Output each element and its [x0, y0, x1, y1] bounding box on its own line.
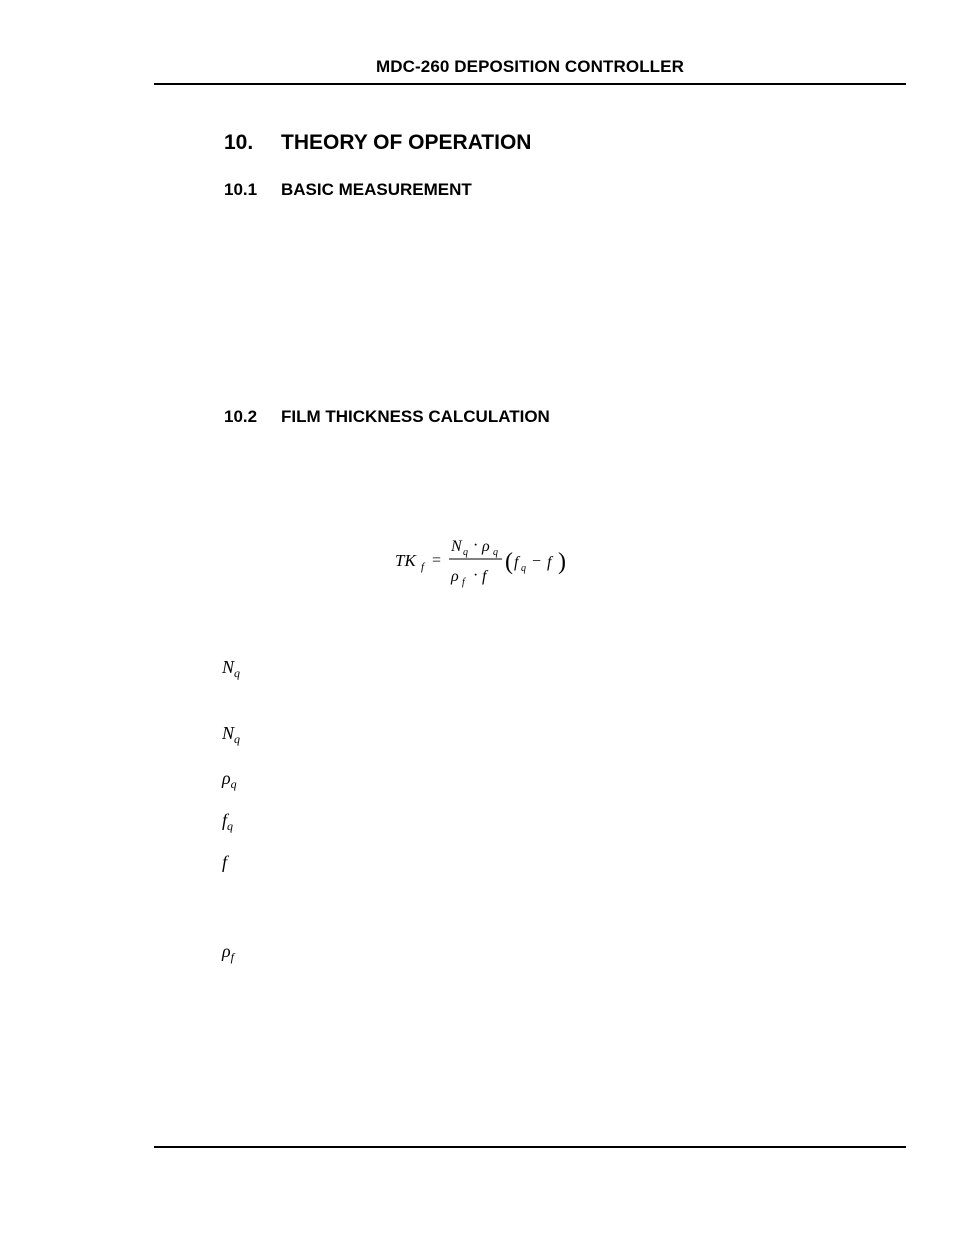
symbol-sub: q [234, 666, 241, 680]
section-number: 10.1 [224, 180, 258, 199]
symbol-sub: q [227, 819, 234, 833]
section-title: BASIC MEASUREMENT [281, 180, 472, 199]
thickness-equation [395, 535, 575, 595]
symbol-base: ρ [222, 941, 231, 961]
eq-num-a-sub: q [463, 547, 468, 558]
chapter-title: THEORY OF OPERATION [281, 131, 532, 154]
symbol-base: N [222, 657, 235, 677]
eq-paren-f-sub: q [521, 563, 526, 574]
eq-lhs-base: TK [395, 551, 416, 570]
eq-paren-open: ( [505, 549, 513, 575]
symbol-rho-f [222, 941, 234, 964]
eq-lhs-sub: f [421, 561, 425, 573]
eq-den-dot: · [473, 567, 479, 584]
symbol-n-q [222, 723, 241, 746]
symbol-sub: f [230, 950, 234, 964]
symbol-sub: q [230, 777, 237, 791]
symbol-rho-q [222, 768, 237, 791]
eq-num-b-sub: q [493, 547, 498, 558]
chapter-heading [224, 131, 531, 155]
eq-den-a: ρ [451, 568, 459, 585]
header-rule [154, 83, 906, 85]
symbol-base: ρ [222, 768, 231, 788]
eq-equals: = [432, 552, 442, 569]
section-heading-film-thickness [224, 407, 550, 427]
eq-num-a: N [451, 538, 462, 555]
symbol-f-q [222, 810, 234, 833]
section-number: 10.2 [224, 407, 258, 426]
symbol-n-q [222, 657, 241, 680]
eq-paren-close: ) [558, 549, 566, 575]
eq-den-a-sub: f [462, 577, 465, 588]
chapter-number: 10. [224, 131, 254, 154]
eq-paren-f: f [514, 554, 519, 571]
eq-paren-g: f [547, 554, 552, 571]
eq-minus: − [532, 553, 542, 570]
eq-num-b: ρ [482, 538, 490, 555]
symbol-f [222, 853, 227, 871]
section-title: FILM THICKNESS CALCULATION [281, 407, 550, 426]
section-heading-basic-measurement [224, 180, 472, 200]
footer-rule [154, 1146, 906, 1148]
symbol-base: f [222, 810, 228, 830]
document-title: MDC-260 DEPOSITION CONTROLLER [376, 57, 684, 76]
symbol-base: N [222, 723, 235, 743]
eq-den-b: f [482, 568, 487, 585]
symbol-sub: q [234, 732, 241, 746]
symbol-base: f [222, 852, 228, 872]
eq-num-dot: · [473, 537, 479, 554]
